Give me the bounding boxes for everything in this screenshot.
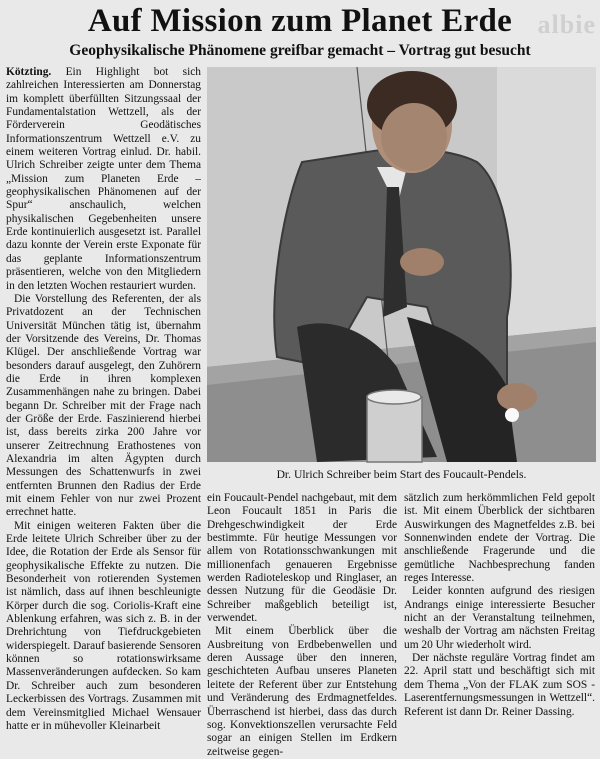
- article-photo: [207, 67, 596, 462]
- paragraph: Mit einem Überblick über die Ausbreitung von Erdbebenwellen und deren Aussage über den inneren, geschichteten Aufbau unseres Planeten leitete der Referent über zur Entstehung und Veränderung des Erdmagnetfeldes. Überraschend ist hierbei, dass das durch sog. Konvektionszellen verursachte Feld sogar an einigen Stellen im Erdkern zeitweise gegen-: [207, 625, 397, 758]
- bleed-through-text: albie: [537, 10, 596, 39]
- paragraph: Mit einigen weiteren Fakten über die Erde leitete Ulrich Schreiber über zu der Idee, die Rotation der Erde als Sensor für geophysikalische Effekte zu nutzen. Die Besonderheit von rotierenden Systemen ist nämlich, dass auf ihnen beschleunigte Körper durch die sog. Coriolis-Kraft eine Ablenkung erfahren, was sich z. B. in der Drehrichtung von Tiefdruckgebieten widerspiegelt. Darauf basierende Sensoren können so rotationswirksame Massenveränderungen aufdecken. So kam Dr. Schreiber auch zum besonderen Leckerbissen des Vortrags. Zusammen mit dem Vereinsmitglied Michael Wensauer hatte er in mühevoller Kleinarbeit: [6, 519, 201, 732]
- photo-foucault-pendulum: [207, 67, 596, 462]
- paragraph: Die Vorstellung des Referenten, der als Privatdozent an der Technischen Universität München tätig ist, übernahm der Vorsitzende des Vereins, Dr. Thomas Klügel. Der anschließende Vortrag war besonders darauf ausgelegt, den Zuhörern die Erde in ihren komplexen Zusammenhängen nahe zu bringen. Dabei begann Dr. Schreiber mit der Frage nach der Größe der Erde. Faszinierend hierbei ist, dass bereits zirka 200 Jahre vor unserer Zeitrechnung Erathostenes von Alexandria im alten Ägypten durch Messungen des Schattenwurfs in zwei entfernten Brunnen den Radius der Erde mit einem Fehler von nur zwei Prozent errechnet hatte.: [6, 292, 201, 519]
- article-subheadline: Geophysikalische Phänomene greifbar gemacht – Vortrag gut besucht: [69, 42, 531, 59]
- dateline-location: Kötzting.: [6, 66, 52, 78]
- photo-caption: Dr. Ulrich Schreiber beim Start des Foucault-Pendels.: [276, 468, 527, 481]
- article-headline: Auf Mission zum Planet Erde: [87, 3, 513, 39]
- paragraph-text: Ein Highlight bot sich zahlreichen Interessierten am Donnerstag im komplett überfüllten Sitzungssaal der Fundamentalstation Wettzell, als der Förderverein Geodätisches Informationszentrum Wettzell e.V. zu einem weiteren Vortrag einlud. Dr. habil. Ulrich Schreiber zeigte unter dem Thema „Mission zum Planeten Erde – geophysikalischen Phänomenen auf der Spur“ anschaulich, welchen physikalischen Gegebenheiten unsere Erde kontinuierlich ausgesetzt ist. Parallel dazu konnte der Verein erste Exponate für das geplante Informationszentrum präsentieren, welche von den Mitgliedern in den letzten Wochen restauriert wurden.: [6, 66, 201, 292]
- text-column-1: [6, 66, 201, 742]
- paragraph: Leider konnten aufgrund des riesigen Andrangs einige interessierte Besucher nicht an der Veranstaltung teilnehmen, weshalb der Vortrag am nächsten Freitag um 20 Uhr wiederholt wird.: [404, 585, 595, 651]
- text-column-3: [404, 492, 595, 744]
- paragraph: Der nächste reguläre Vortrag findet am 22. April statt und beschäftigt sich mit dem Thema „Von der FLAK zum SOS - Laserentfernungsmessungen in Wettzell“. Referent ist dann Dr. Reiner Dassing.: [404, 652, 595, 718]
- text-column-2: [207, 492, 397, 758]
- paragraph: sätzlich zum herkömmlichen Feld gepolt ist. Mit einem Überblick der sichtbaren Auswirkungen des Magnetfeldes z.B. bei Sonnenwinden endete der Vortrag. Die anschließende Fragerunde und die gemütliche Nachbesprechung fanden reges Interesse.: [404, 492, 595, 585]
- paragraph: ein Foucault-Pendel nachgebaut, mit dem Leon Foucault 1851 in Paris die Drehgeschwindigkeit der Erde bestimmte. Für heutige Messungen vor allem von Rotationsschwankungen mit millionenfach genaueren Ergebnisse werden Radioteleskop und Ringlaser, an dessen Nutzung für die Geodäsie Dr. Schreiber maßgeblich beteiligt ist, verwendet.: [207, 492, 397, 625]
- paragraph: [6, 66, 201, 293]
